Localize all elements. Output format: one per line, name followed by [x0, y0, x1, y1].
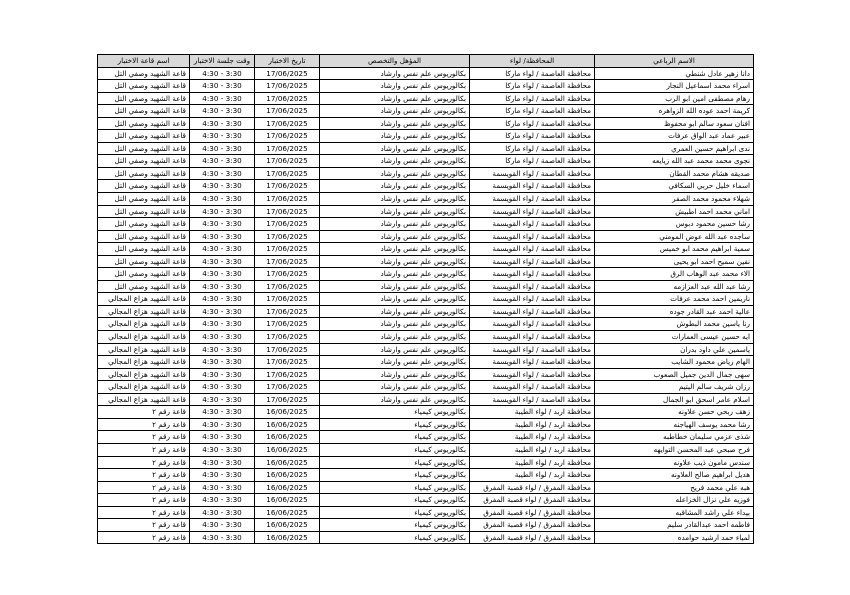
cell-governorate: محافظة اربد / لواء الطيبة	[470, 456, 595, 469]
cell-qualification: بكالوريوس كيمياء	[320, 481, 470, 494]
cell-governorate: محافظة العاصمة / لواء القويسمة	[470, 280, 595, 293]
cell-session-time: 3:30 - 4:30	[190, 381, 255, 394]
cell-session-time: 3:30 - 4:30	[190, 142, 255, 155]
cell-governorate: محافظة العاصمة / لواء القويسمة	[470, 381, 595, 394]
cell-session-time: 3:30 - 4:30	[190, 105, 255, 118]
cell-exam-hall: قاعة الشهيد هزاع المجالي	[98, 305, 190, 318]
cell-exam-date: 17/06/2025	[255, 243, 320, 256]
cell-qualification: بكالوريوس علم نفس وارشاد	[320, 193, 470, 206]
cell-session-time: 3:30 - 4:30	[190, 268, 255, 281]
cell-exam-date: 17/06/2025	[255, 80, 320, 93]
table-row	[98, 456, 754, 469]
cell-full-name: ياسمين علي داود بدران	[595, 343, 754, 356]
table-row	[98, 193, 754, 206]
cell-exam-date: 16/06/2025	[255, 519, 320, 532]
cell-exam-date: 16/06/2025	[255, 494, 320, 507]
cell-exam-hall: قاعة رقم ٢	[98, 431, 190, 444]
table-row	[98, 406, 754, 419]
table-row	[98, 280, 754, 293]
cell-full-name: سمية ابراهيم محمد ابو خميس	[595, 243, 754, 256]
cell-governorate: محافظة المفرق / لواء قصبة المفرق	[470, 494, 595, 507]
cell-governorate: محافظة العاصمة / لواء القويسمة	[470, 167, 595, 180]
cell-exam-hall: قاعة رقم ٢	[98, 469, 190, 482]
table-body	[98, 67, 754, 544]
table-row	[98, 431, 754, 444]
cell-qualification: بكالوريوس علم نفس وارشاد	[320, 180, 470, 193]
cell-session-time: 3:30 - 4:30	[190, 356, 255, 369]
cell-session-time: 3:30 - 4:30	[190, 368, 255, 381]
cell-qualification: بكالوريوس علم نفس وارشاد	[320, 268, 470, 281]
cell-exam-hall: قاعة رقم ٢	[98, 506, 190, 519]
table-row	[98, 305, 754, 318]
cell-governorate: محافظة اربد / لواء الطيبة	[470, 406, 595, 419]
cell-governorate: محافظة العاصمة / لواء القويسمة	[470, 343, 595, 356]
header-exam-hall: اسم قاعة الاختبار	[98, 55, 190, 68]
cell-governorate: محافظة اربد / لواء الطيبة	[470, 418, 595, 431]
cell-exam-hall: قاعة الشهيد هزاع المجالي	[98, 343, 190, 356]
cell-exam-hall: قاعة الشهيد وصفي التل	[98, 243, 190, 256]
table-row	[98, 393, 754, 406]
table-row	[98, 255, 754, 268]
table-row	[98, 519, 754, 532]
cell-full-name: رشا عبد الله عبد العزازمه	[595, 280, 754, 293]
table-row	[98, 92, 754, 105]
cell-full-name: دانا زهير عادل شنطي	[595, 67, 754, 80]
cell-exam-date: 17/06/2025	[255, 117, 320, 130]
cell-qualification: بكالوريوس علم نفس وارشاد	[320, 167, 470, 180]
header-session-time: وقت جلسة الاختبار	[190, 55, 255, 68]
cell-qualification: بكالوريوس علم نفس وارشاد	[320, 280, 470, 293]
cell-exam-date: 17/06/2025	[255, 368, 320, 381]
cell-qualification: بكالوريوس علم نفس وارشاد	[320, 318, 470, 331]
cell-exam-date: 17/06/2025	[255, 331, 320, 344]
cell-exam-date: 17/06/2025	[255, 155, 320, 168]
cell-full-name: زهف ربحي حسن علاونه	[595, 406, 754, 419]
cell-session-time: 3:30 - 4:30	[190, 469, 255, 482]
cell-qualification: بكالوريوس كيمياء	[320, 519, 470, 532]
cell-full-name: لمياء حمد ارشيد حوامده	[595, 531, 754, 544]
table-row	[98, 481, 754, 494]
cell-full-name: بيداء علي راشد المشاقبه	[595, 506, 754, 519]
cell-exam-hall: قاعة الشهيد وصفي التل	[98, 67, 190, 80]
cell-governorate: محافظة العاصمة / لواء القويسمة	[470, 393, 595, 406]
cell-qualification: بكالوريوس كيمياء	[320, 469, 470, 482]
cell-session-time: 3:30 - 4:30	[190, 205, 255, 218]
cell-full-name: كريمة احمد عوده الله الزواهره	[595, 105, 754, 118]
cell-governorate: محافظة اربد / لواء الطيبة	[470, 431, 595, 444]
table-row	[98, 105, 754, 118]
cell-session-time: 3:30 - 4:30	[190, 456, 255, 469]
cell-session-time: 3:30 - 4:30	[190, 418, 255, 431]
table-row	[98, 142, 754, 155]
cell-exam-hall: قاعة رقم ٢	[98, 531, 190, 544]
cell-qualification: بكالوريوس علم نفس وارشاد	[320, 205, 470, 218]
table-row	[98, 268, 754, 281]
cell-qualification: بكالوريوس علم نفس وارشاد	[320, 67, 470, 80]
cell-exam-date: 16/06/2025	[255, 443, 320, 456]
cell-session-time: 3:30 - 4:30	[190, 481, 255, 494]
cell-session-time: 3:30 - 4:30	[190, 506, 255, 519]
table-row	[98, 130, 754, 143]
cell-full-name: ساجده عبد الله عوض المومني	[595, 230, 754, 243]
cell-exam-date: 17/06/2025	[255, 356, 320, 369]
cell-exam-hall: قاعة الشهيد هزاع المجالي	[98, 293, 190, 306]
cell-qualification: بكالوريوس كيمياء	[320, 456, 470, 469]
cell-qualification: بكالوريوس علم نفس وارشاد	[320, 155, 470, 168]
table-row	[98, 368, 754, 381]
exam-schedule-sheet	[97, 54, 754, 544]
cell-governorate: محافظة العاصمة / لواء القويسمة	[470, 230, 595, 243]
cell-governorate: محافظة المفرق / لواء قصبة المفرق	[470, 506, 595, 519]
table-row	[98, 155, 754, 168]
table-row	[98, 356, 754, 369]
cell-qualification: بكالوريوس علم نفس وارشاد	[320, 393, 470, 406]
table-row	[98, 243, 754, 256]
cell-exam-hall: قاعة رقم ٢	[98, 443, 190, 456]
cell-exam-hall: قاعة الشهيد وصفي التل	[98, 193, 190, 206]
cell-qualification: بكالوريوس علم نفس وارشاد	[320, 230, 470, 243]
cell-full-name: سهى جمال الدين جميل الصعوب	[595, 368, 754, 381]
cell-full-name: عبير عماد عبد الواق عرفات	[595, 130, 754, 143]
cell-session-time: 3:30 - 4:30	[190, 255, 255, 268]
cell-exam-date: 17/06/2025	[255, 343, 320, 356]
cell-exam-hall: قاعة الشهيد وصفي التل	[98, 167, 190, 180]
table-row	[98, 218, 754, 231]
cell-full-name: رهام مصطفى امين ابو الرب	[595, 92, 754, 105]
cell-session-time: 3:30 - 4:30	[190, 431, 255, 444]
cell-exam-hall: قاعة الشهيد وصفي التل	[98, 92, 190, 105]
cell-exam-hall: قاعة رقم ٢	[98, 481, 190, 494]
cell-exam-hall: قاعة الشهيد وصفي التل	[98, 80, 190, 93]
cell-session-time: 3:30 - 4:30	[190, 67, 255, 80]
cell-exam-date: 17/06/2025	[255, 218, 320, 231]
cell-governorate: محافظة اربد / لواء الطيبة	[470, 443, 595, 456]
cell-qualification: بكالوريوس علم نفس وارشاد	[320, 255, 470, 268]
header-exam-date: تاريخ الاختبار	[255, 55, 320, 68]
cell-exam-hall: قاعة الشهيد وصفي التل	[98, 230, 190, 243]
cell-session-time: 3:30 - 4:30	[190, 305, 255, 318]
cell-exam-hall: قاعة رقم ٢	[98, 494, 190, 507]
cell-exam-hall: قاعة رقم ٢	[98, 456, 190, 469]
cell-full-name: رزان شريف سالم اليتيم	[595, 381, 754, 394]
cell-governorate: محافظة العاصمة / لواء القويسمة	[470, 180, 595, 193]
cell-governorate: محافظة العاصمة / لواء القويسمة	[470, 305, 595, 318]
cell-exam-date: 17/06/2025	[255, 105, 320, 118]
cell-qualification: بكالوريوس كيمياء	[320, 506, 470, 519]
cell-exam-date: 17/06/2025	[255, 255, 320, 268]
cell-qualification: بكالوريوس كيمياء	[320, 494, 470, 507]
cell-governorate: محافظة العاصمة / لواء القويسمة	[470, 293, 595, 306]
cell-exam-date: 17/06/2025	[255, 130, 320, 143]
cell-session-time: 3:30 - 4:30	[190, 393, 255, 406]
table-row	[98, 418, 754, 431]
cell-exam-hall: قاعة الشهيد هزاع المجالي	[98, 331, 190, 344]
cell-session-time: 3:30 - 4:30	[190, 494, 255, 507]
cell-full-name: اماني محمد احمد اطبيش	[595, 205, 754, 218]
cell-session-time: 3:30 - 4:30	[190, 280, 255, 293]
header-full-name: الاسم الرباعي	[595, 55, 754, 68]
cell-qualification: بكالوريوس علم نفس وارشاد	[320, 356, 470, 369]
cell-full-name: اسراء محمد اسماعيل النجار	[595, 80, 754, 93]
cell-full-name: اسلام عامر اسحق ابو الجمال	[595, 393, 754, 406]
cell-exam-date: 17/06/2025	[255, 205, 320, 218]
cell-exam-hall: قاعة الشهيد هزاع المجالي	[98, 318, 190, 331]
cell-full-name: نفين سميح احمد ابو يحيى	[595, 255, 754, 268]
table-row	[98, 205, 754, 218]
cell-session-time: 3:30 - 4:30	[190, 230, 255, 243]
cell-exam-date: 16/06/2025	[255, 531, 320, 544]
table-row	[98, 331, 754, 344]
cell-governorate: محافظة العاصمة / لواء القويسمة	[470, 318, 595, 331]
cell-qualification: بكالوريوس علم نفس وارشاد	[320, 331, 470, 344]
table-row	[98, 343, 754, 356]
cell-session-time: 3:30 - 4:30	[190, 218, 255, 231]
cell-session-time: 3:30 - 4:30	[190, 519, 255, 532]
cell-session-time: 3:30 - 4:30	[190, 343, 255, 356]
table-row	[98, 167, 754, 180]
cell-session-time: 3:30 - 4:30	[190, 293, 255, 306]
cell-full-name: شهلاء محمود محمد الصفر	[595, 193, 754, 206]
cell-exam-hall: قاعة الشهيد هزاع المجالي	[98, 368, 190, 381]
cell-full-name: فوزيه علي نزال الخزاعله	[595, 494, 754, 507]
cell-exam-hall: قاعة الشهيد وصفي التل	[98, 255, 190, 268]
cell-full-name: عالية احمد عبد القادر جوده	[595, 305, 754, 318]
cell-session-time: 3:30 - 4:30	[190, 443, 255, 456]
cell-governorate: محافظة العاصمة / لواء ماركا	[470, 155, 595, 168]
cell-session-time: 3:30 - 4:30	[190, 167, 255, 180]
cell-exam-date: 17/06/2025	[255, 167, 320, 180]
cell-qualification: بكالوريوس علم نفس وارشاد	[320, 142, 470, 155]
table-row	[98, 180, 754, 193]
cell-session-time: 3:30 - 4:30	[190, 80, 255, 93]
cell-exam-hall: قاعة رقم ٢	[98, 406, 190, 419]
cell-session-time: 3:30 - 4:30	[190, 180, 255, 193]
cell-governorate: محافظة العاصمة / لواء ماركا	[470, 92, 595, 105]
cell-exam-hall: قاعة الشهيد وصفي التل	[98, 205, 190, 218]
table-row	[98, 531, 754, 544]
cell-exam-hall: قاعة الشهيد وصفي التل	[98, 130, 190, 143]
cell-qualification: بكالوريوس علم نفس وارشاد	[320, 130, 470, 143]
cell-full-name: الهام رياض محمود الشايب	[595, 356, 754, 369]
cell-exam-date: 16/06/2025	[255, 418, 320, 431]
cell-session-time: 3:30 - 4:30	[190, 531, 255, 544]
cell-exam-date: 16/06/2025	[255, 481, 320, 494]
cell-exam-date: 17/06/2025	[255, 280, 320, 293]
cell-full-name: رشا حسين محمود دبوس	[595, 218, 754, 231]
cell-full-name: افنان سعود سالم ابو محفوظ	[595, 117, 754, 130]
cell-governorate: محافظة العاصمة / لواء ماركا	[470, 130, 595, 143]
cell-full-name: هديل ابراهيم صالح العلاونه	[595, 469, 754, 482]
cell-exam-hall: قاعة الشهيد هزاع المجالي	[98, 393, 190, 406]
cell-exam-date: 17/06/2025	[255, 293, 320, 306]
header-governorate: المحافظة/ لواء	[470, 55, 595, 68]
cell-governorate: محافظة العاصمة / لواء ماركا	[470, 142, 595, 155]
cell-qualification: بكالوريوس علم نفس وارشاد	[320, 80, 470, 93]
cell-exam-date: 16/06/2025	[255, 431, 320, 444]
cell-exam-date: 17/06/2025	[255, 193, 320, 206]
cell-governorate: محافظة العاصمة / لواء القويسمة	[470, 255, 595, 268]
cell-full-name: رنا ياسين محمد البطوش	[595, 318, 754, 331]
cell-qualification: بكالوريوس علم نفس وارشاد	[320, 381, 470, 394]
cell-qualification: بكالوريوس علم نفس وارشاد	[320, 368, 470, 381]
cell-full-name: هبه علي محمد فريح	[595, 481, 754, 494]
cell-governorate: محافظة العاصمة / لواء القويسمة	[470, 243, 595, 256]
exam-schedule-table	[97, 54, 754, 544]
cell-governorate: محافظة العاصمة / لواء القويسمة	[470, 218, 595, 231]
cell-governorate: محافظة العاصمة / لواء ماركا	[470, 117, 595, 130]
table-row	[98, 117, 754, 130]
cell-exam-date: 17/06/2025	[255, 381, 320, 394]
table-row	[98, 381, 754, 394]
cell-governorate: محافظة العاصمة / لواء القويسمة	[470, 368, 595, 381]
cell-exam-hall: قاعة رقم ٢	[98, 519, 190, 532]
cell-qualification: بكالوريوس كيمياء	[320, 418, 470, 431]
table-row	[98, 67, 754, 80]
cell-session-time: 3:30 - 4:30	[190, 406, 255, 419]
cell-governorate: محافظة المفرق / لواء قصبة المفرق	[470, 481, 595, 494]
cell-full-name: ناريمين احمد محمد عرفات	[595, 293, 754, 306]
table-row	[98, 230, 754, 243]
cell-exam-hall: قاعة الشهيد وصفي التل	[98, 142, 190, 155]
cell-exam-date: 16/06/2025	[255, 506, 320, 519]
cell-qualification: بكالوريوس علم نفس وارشاد	[320, 243, 470, 256]
cell-exam-date: 17/06/2025	[255, 305, 320, 318]
table-row	[98, 80, 754, 93]
table-row	[98, 494, 754, 507]
cell-exam-hall: قاعة الشهيد وصفي التل	[98, 268, 190, 281]
cell-qualification: بكالوريوس علم نفس وارشاد	[320, 218, 470, 231]
cell-qualification: بكالوريوس علم نفس وارشاد	[320, 105, 470, 118]
cell-governorate: محافظة العاصمة / لواء ماركا	[470, 105, 595, 118]
cell-exam-date: 16/06/2025	[255, 406, 320, 419]
cell-qualification: بكالوريوس كيمياء	[320, 531, 470, 544]
cell-exam-hall: قاعة الشهيد هزاع المجالي	[98, 381, 190, 394]
cell-full-name: رشا محمد يوسف الهياجنه	[595, 418, 754, 431]
cell-exam-hall: قاعة الشهيد وصفي التل	[98, 280, 190, 293]
cell-session-time: 3:30 - 4:30	[190, 92, 255, 105]
cell-exam-date: 17/06/2025	[255, 230, 320, 243]
table-row	[98, 293, 754, 306]
cell-qualification: بكالوريوس علم نفس وارشاد	[320, 343, 470, 356]
cell-full-name: فرح صبحي عبد المحسن التوايهه	[595, 443, 754, 456]
table-row	[98, 318, 754, 331]
cell-governorate: محافظة العاصمة / لواء ماركا	[470, 80, 595, 93]
cell-session-time: 3:30 - 4:30	[190, 243, 255, 256]
cell-qualification: بكالوريوس علم نفس وارشاد	[320, 92, 470, 105]
cell-exam-hall: قاعة رقم ٢	[98, 418, 190, 431]
cell-qualification: بكالوريوس علم نفس وارشاد	[320, 305, 470, 318]
cell-governorate: محافظة العاصمة / لواء القويسمة	[470, 268, 595, 281]
cell-qualification: بكالوريوس كيمياء	[320, 406, 470, 419]
cell-exam-date: 17/06/2025	[255, 180, 320, 193]
cell-governorate: محافظة العاصمة / لواء ماركا	[470, 67, 595, 80]
cell-exam-hall: قاعة الشهيد هزاع المجالي	[98, 356, 190, 369]
table-row	[98, 469, 754, 482]
cell-exam-date: 16/06/2025	[255, 456, 320, 469]
cell-session-time: 3:30 - 4:30	[190, 193, 255, 206]
cell-full-name: شذى عزمي سليمان خطاطبه	[595, 431, 754, 444]
cell-exam-hall: قاعة الشهيد وصفي التل	[98, 117, 190, 130]
cell-exam-date: 17/06/2025	[255, 142, 320, 155]
cell-exam-date: 17/06/2025	[255, 268, 320, 281]
cell-session-time: 3:30 - 4:30	[190, 117, 255, 130]
cell-qualification: بكالوريوس كيمياء	[320, 443, 470, 456]
cell-full-name: ندى ابراهيم حسين العمري	[595, 142, 754, 155]
cell-session-time: 3:30 - 4:30	[190, 130, 255, 143]
cell-full-name: صديقه هشام محمد القطان	[595, 167, 754, 180]
cell-full-name: اسماء خليل حربي السكافي	[595, 180, 754, 193]
cell-qualification: بكالوريوس علم نفس وارشاد	[320, 293, 470, 306]
cell-exam-date: 17/06/2025	[255, 92, 320, 105]
cell-full-name: ايه حسين عيسى العمارات	[595, 331, 754, 344]
header-row	[98, 55, 754, 68]
cell-exam-hall: قاعة الشهيد وصفي التل	[98, 105, 190, 118]
cell-exam-date: 17/06/2025	[255, 318, 320, 331]
cell-governorate: محافظة المفرق / لواء قصبة المفرق	[470, 531, 595, 544]
cell-governorate: محافظة العاصمة / لواء القويسمة	[470, 356, 595, 369]
cell-qualification: بكالوريوس كيمياء	[320, 431, 470, 444]
cell-exam-date: 17/06/2025	[255, 393, 320, 406]
header-qualification: المؤهل والتخصص	[320, 55, 470, 68]
cell-full-name: الاء محمد عبد الوهاب الرق	[595, 268, 754, 281]
cell-governorate: محافظة العاصمة / لواء القويسمة	[470, 205, 595, 218]
cell-qualification: بكالوريوس علم نفس وارشاد	[320, 117, 470, 130]
cell-full-name: سندس مامون ذيب علاونه	[595, 456, 754, 469]
cell-governorate: محافظة العاصمة / لواء القويسمة	[470, 331, 595, 344]
cell-exam-date: 16/06/2025	[255, 469, 320, 482]
cell-session-time: 3:30 - 4:30	[190, 318, 255, 331]
cell-full-name: فاطمه احمد عبدالقادر سليم	[595, 519, 754, 532]
cell-session-time: 3:30 - 4:30	[190, 331, 255, 344]
cell-governorate: محافظة المفرق / لواء قصبة المفرق	[470, 519, 595, 532]
cell-governorate: محافظة العاصمة / لواء القويسمة	[470, 193, 595, 206]
cell-exam-hall: قاعة الشهيد وصفي التل	[98, 218, 190, 231]
cell-exam-hall: قاعة الشهيد وصفي التل	[98, 180, 190, 193]
cell-exam-hall: قاعة الشهيد وصفي التل	[98, 155, 190, 168]
cell-exam-date: 17/06/2025	[255, 67, 320, 80]
cell-full-name: نجوى محمد محمد عبد الله زيايعه	[595, 155, 754, 168]
cell-session-time: 3:30 - 4:30	[190, 155, 255, 168]
cell-governorate: محافظة اربد / لواء الطيبة	[470, 469, 595, 482]
table-row	[98, 443, 754, 456]
table-row	[98, 506, 754, 519]
